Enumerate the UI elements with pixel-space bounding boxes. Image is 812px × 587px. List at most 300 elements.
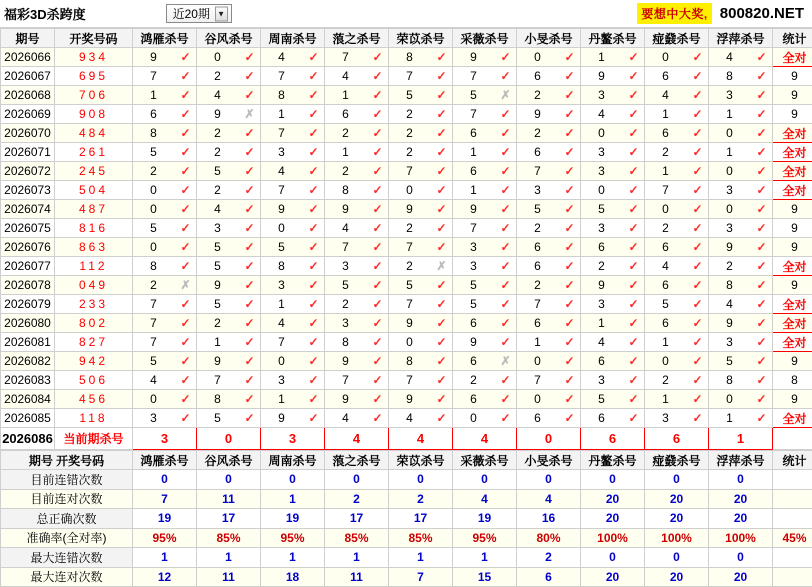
cell-kill-9 xyxy=(709,124,773,143)
cell-kill-2 xyxy=(261,67,325,86)
cell-kill-4 xyxy=(389,276,453,295)
stats-value-5: 95% xyxy=(453,528,517,548)
kill-number: 6 xyxy=(645,276,686,294)
kill-number: 2 xyxy=(325,162,366,180)
kill-number: 7 xyxy=(389,67,430,85)
check-icon: ✓ xyxy=(302,67,324,85)
kill-number: 3 xyxy=(261,371,302,389)
kill-number: 3 xyxy=(453,257,494,275)
check-icon: ✓ xyxy=(622,86,644,104)
stats-value-3: 17 xyxy=(325,509,389,529)
check-icon: ✓ xyxy=(302,48,324,66)
cell-open-code: 802 xyxy=(55,314,133,333)
cell-kill-0 xyxy=(133,333,197,352)
cell-kill-4 xyxy=(389,86,453,105)
cell-kill-0 xyxy=(133,48,197,67)
check-icon: ✓ xyxy=(558,238,580,256)
kill-number: 2 xyxy=(645,371,686,389)
cell-issue: 2026072 xyxy=(1,162,55,181)
cell-kill-3 xyxy=(325,295,389,314)
stats-value-0: 0 xyxy=(133,470,197,490)
cell-kill-9 xyxy=(709,333,773,352)
check-icon: ✓ xyxy=(750,67,772,85)
kill-number: 7 xyxy=(261,181,302,199)
check-icon: ✓ xyxy=(430,200,452,218)
check-icon: ✓ xyxy=(174,219,196,237)
cell-kill-5 xyxy=(453,105,517,124)
check-icon: ✓ xyxy=(686,181,708,199)
kill-number: 5 xyxy=(709,352,750,370)
kill-number: 0 xyxy=(709,162,750,180)
cell-total: 全对 xyxy=(773,257,812,276)
kill-number: 0 xyxy=(645,200,686,218)
check-icon: ✓ xyxy=(622,238,644,256)
cell-kill-1 xyxy=(197,238,261,257)
table-row xyxy=(1,352,812,371)
cell-kill-6 xyxy=(517,143,581,162)
stats-column-header-9: 浮萍杀号 xyxy=(709,451,773,470)
stats-table xyxy=(0,450,812,587)
check-icon: ✓ xyxy=(366,314,388,332)
cell-issue: 2026086 xyxy=(1,428,55,450)
stats-value-9: 0 xyxy=(709,548,773,568)
cell-kill-7 xyxy=(581,257,645,276)
cell-kill-2 xyxy=(261,105,325,124)
stats-value-2: 0 xyxy=(261,470,325,490)
cell-kill-3 xyxy=(325,124,389,143)
cell-kill-5 xyxy=(453,314,517,333)
cell-kill-2 xyxy=(261,390,325,409)
check-icon: ✓ xyxy=(622,352,644,370)
check-icon: ✓ xyxy=(558,67,580,85)
check-icon: ✓ xyxy=(430,390,452,408)
check-icon: ✓ xyxy=(174,162,196,180)
cell-kill-1 xyxy=(197,86,261,105)
check-icon: ✓ xyxy=(366,200,388,218)
cell-kill-3 xyxy=(325,371,389,390)
kill-number: 7 xyxy=(389,162,430,180)
cell-issue: 2026078 xyxy=(1,276,55,295)
cell-kill-3 xyxy=(325,276,389,295)
cell-kill-5 xyxy=(453,200,517,219)
kill-number: 3 xyxy=(261,276,302,294)
check-icon: ✓ xyxy=(686,48,708,66)
check-icon: ✓ xyxy=(366,124,388,142)
cell-kill-8 xyxy=(645,257,709,276)
check-icon: ✓ xyxy=(430,314,452,332)
stats-column-header-6: 小旻杀号 xyxy=(517,451,581,470)
check-icon: ✓ xyxy=(238,238,260,256)
stats-value-5: 15 xyxy=(453,567,517,587)
cell-open-code: 245 xyxy=(55,162,133,181)
column-header-0: 期号 xyxy=(1,29,55,48)
kill-number: 1 xyxy=(517,333,558,351)
cell-kill-0 xyxy=(133,295,197,314)
kill-number: 9 xyxy=(325,390,366,408)
cell-kill-2 xyxy=(261,162,325,181)
cell-kill-6 xyxy=(517,314,581,333)
kill-number: 8 xyxy=(709,371,750,389)
check-icon: ✓ xyxy=(494,314,516,332)
cell-kill-6 xyxy=(517,257,581,276)
kill-number: 3 xyxy=(197,219,238,237)
check-icon: ✓ xyxy=(558,143,580,161)
chevron-down-icon[interactable]: ▼ xyxy=(215,6,228,21)
cell-kill-3 xyxy=(325,162,389,181)
kill-number: 2 xyxy=(325,295,366,313)
kill-number: 2 xyxy=(325,124,366,142)
cell-kill-4 xyxy=(389,333,453,352)
check-icon: ✓ xyxy=(302,390,324,408)
stats-value-1: 17 xyxy=(197,509,261,529)
stats-value-4: 0 xyxy=(389,470,453,490)
cell-kill-6 xyxy=(517,181,581,200)
check-icon: ✓ xyxy=(302,371,324,389)
stats-value-7: 0 xyxy=(581,548,645,568)
kill-number: 1 xyxy=(325,143,366,161)
cell-kill-0 xyxy=(133,352,197,371)
cell-open-code: 456 xyxy=(55,390,133,409)
kill-number: 2 xyxy=(133,276,174,294)
kill-number: 8 xyxy=(389,352,430,370)
stats-value-1: 1 xyxy=(197,548,261,568)
cell-kill-7 xyxy=(581,390,645,409)
table-row xyxy=(1,333,812,352)
cell-kill-5 xyxy=(453,143,517,162)
kill-number: 1 xyxy=(645,390,686,408)
cell-kill-2 xyxy=(261,276,325,295)
check-icon: ✓ xyxy=(430,295,452,313)
cell-kill-9 xyxy=(709,257,773,276)
cell-kill-7 xyxy=(581,143,645,162)
column-header-9: 丹鳌杀号 xyxy=(581,29,645,48)
kill-number: 6 xyxy=(453,390,494,408)
check-icon: ✓ xyxy=(558,181,580,199)
cell-kill-5 xyxy=(453,162,517,181)
cell-kill-5 xyxy=(453,371,517,390)
stats-value-3: 2 xyxy=(325,489,389,509)
kill-number: 8 xyxy=(325,333,366,351)
cell-total: 全对 xyxy=(773,409,812,428)
check-icon: ✓ xyxy=(302,276,324,294)
stats-value-8: 20 xyxy=(645,489,709,509)
check-icon: ✓ xyxy=(558,390,580,408)
cell-kill-7 xyxy=(581,162,645,181)
check-icon: ✓ xyxy=(366,162,388,180)
check-icon: ✓ xyxy=(622,390,644,408)
site-domain: 800820.NET xyxy=(712,5,808,22)
cell-total: 全对 xyxy=(773,124,812,143)
check-icon: ✓ xyxy=(686,200,708,218)
kill-number: 8 xyxy=(709,67,750,85)
check-icon: ✓ xyxy=(366,219,388,237)
cell-kill-4 xyxy=(389,219,453,238)
cell-kill-9 xyxy=(709,219,773,238)
stats-value-3: 85% xyxy=(325,528,389,548)
column-header-5: 蒗之杀号 xyxy=(325,29,389,48)
kill-number: 1 xyxy=(453,181,494,199)
kill-number: 3 xyxy=(517,181,558,199)
cell-kill-5 xyxy=(453,390,517,409)
kill-number: 7 xyxy=(389,295,430,313)
cell-kill-4 xyxy=(389,124,453,143)
table-row xyxy=(1,409,812,428)
check-icon: ✓ xyxy=(238,67,260,85)
kill-number: 4 xyxy=(325,409,366,427)
kill-number: 1 xyxy=(197,333,238,351)
kill-number: 4 xyxy=(581,105,622,123)
check-icon: ✓ xyxy=(558,219,580,237)
cell-kill-1 xyxy=(197,333,261,352)
cell-kill-4 xyxy=(389,181,453,200)
cell-kill-8 xyxy=(645,390,709,409)
kill-number: 3 xyxy=(133,409,174,427)
kill-number: 6 xyxy=(133,105,174,123)
kill-number: 4 xyxy=(389,409,430,427)
kill-number: 9 xyxy=(453,200,494,218)
cross-icon: ✗ xyxy=(238,105,260,123)
check-icon: ✓ xyxy=(622,162,644,180)
check-icon: ✓ xyxy=(494,276,516,294)
kill-number: 7 xyxy=(517,295,558,313)
cell-total: 全对 xyxy=(773,295,812,314)
check-icon: ✓ xyxy=(430,162,452,180)
cell-issue: 2026081 xyxy=(1,333,55,352)
kill-number: 3 xyxy=(453,238,494,256)
kill-number: 9 xyxy=(325,352,366,370)
cell-kill-9 xyxy=(709,371,773,390)
cell-open-code: 695 xyxy=(55,67,133,86)
kill-number: 0 xyxy=(709,124,750,142)
kill-number: 6 xyxy=(581,238,622,256)
kill-number: 7 xyxy=(389,238,430,256)
cell-issue: 2026067 xyxy=(1,67,55,86)
cell-kill-8 xyxy=(645,67,709,86)
kill-number: 1 xyxy=(261,105,302,123)
stats-row xyxy=(1,548,812,568)
kill-number: 5 xyxy=(261,238,302,256)
stats-value-1: 11 xyxy=(197,489,261,509)
kill-number: 7 xyxy=(645,181,686,199)
check-icon: ✓ xyxy=(494,409,516,427)
cell-kill-0 xyxy=(133,162,197,181)
cell-kill-6 xyxy=(517,162,581,181)
cell-kill-8 xyxy=(645,409,709,428)
kill-number: 0 xyxy=(709,200,750,218)
page-title: 福彩3D杀跨度 xyxy=(4,4,86,23)
cell-kill-9 xyxy=(709,276,773,295)
check-icon: ✓ xyxy=(750,124,772,142)
kill-number: 9 xyxy=(709,314,750,332)
stats-value-8: 100% xyxy=(645,528,709,548)
stats-value-3: 1 xyxy=(325,548,389,568)
table-row xyxy=(1,257,812,276)
check-icon: ✓ xyxy=(558,200,580,218)
check-icon: ✓ xyxy=(174,333,196,351)
cell-kill-5 xyxy=(453,409,517,428)
check-icon: ✓ xyxy=(302,333,324,351)
check-icon: ✓ xyxy=(174,238,196,256)
cell-open-code: 827 xyxy=(55,333,133,352)
kill-number: 3 xyxy=(581,162,622,180)
check-icon: ✓ xyxy=(750,257,772,275)
kill-number: 7 xyxy=(325,48,366,66)
check-icon: ✓ xyxy=(750,390,772,408)
kill-number: 9 xyxy=(325,200,366,218)
cell-total xyxy=(773,428,812,450)
cell-kill-8 xyxy=(645,124,709,143)
cell-total: 全对 xyxy=(773,333,812,352)
stats-total xyxy=(773,567,812,587)
kill-number: 4 xyxy=(261,162,302,180)
kill-number: 5 xyxy=(133,219,174,237)
check-icon: ✓ xyxy=(622,48,644,66)
stats-value-4: 2 xyxy=(389,489,453,509)
cell-kill-1 xyxy=(197,162,261,181)
check-icon: ✓ xyxy=(558,409,580,427)
stats-column-header-5: 采薇杀号 xyxy=(453,451,517,470)
cell-issue: 2026070 xyxy=(1,124,55,143)
kill-number: 4 xyxy=(261,314,302,332)
check-icon: ✓ xyxy=(750,143,772,161)
column-header-10: 痖鼗杀号 xyxy=(645,29,709,48)
check-icon: ✓ xyxy=(430,333,452,351)
table-row xyxy=(1,371,812,390)
cell-kill-2 xyxy=(261,371,325,390)
cell-issue: 2026066 xyxy=(1,48,55,67)
check-icon: ✓ xyxy=(558,48,580,66)
cell-kill-6 xyxy=(517,295,581,314)
cell-kill-2 xyxy=(261,219,325,238)
cell-kill-7 xyxy=(581,409,645,428)
cell-kill-3 xyxy=(325,314,389,333)
cell-kill-9 xyxy=(709,86,773,105)
kill-number: 6 xyxy=(517,67,558,85)
cell-kill-2 xyxy=(261,124,325,143)
check-icon: ✓ xyxy=(686,162,708,180)
kill-number: 6 xyxy=(453,352,494,370)
kill-number: 6 xyxy=(517,238,558,256)
kill-number: 5 xyxy=(197,409,238,427)
cell-total: 全对 xyxy=(773,143,812,162)
cell-kill-1 xyxy=(197,390,261,409)
kill-number: 9 xyxy=(389,390,430,408)
kill-number: 2 xyxy=(709,257,750,275)
kill-number: 1 xyxy=(325,86,366,104)
check-icon: ✓ xyxy=(686,333,708,351)
cell-kill-6 xyxy=(517,219,581,238)
check-icon: ✓ xyxy=(174,67,196,85)
kill-number: 0 xyxy=(261,219,302,237)
cell-kill-3 xyxy=(325,48,389,67)
stats-row-label: 总正确次数 xyxy=(1,509,133,529)
kill-number: 4 xyxy=(325,67,366,85)
kill-number: 0 xyxy=(389,181,430,199)
kill-number: 2 xyxy=(133,162,174,180)
kill-number: 0 xyxy=(133,200,174,218)
kill-number: 2 xyxy=(389,143,430,161)
kill-number: 5 xyxy=(453,86,494,104)
check-icon: ✓ xyxy=(302,219,324,237)
cell-open-code: 112 xyxy=(55,257,133,276)
kill-number: 9 xyxy=(389,314,430,332)
check-icon: ✓ xyxy=(686,390,708,408)
check-icon: ✓ xyxy=(686,105,708,123)
stats-value-1: 85% xyxy=(197,528,261,548)
cell-kill-1 xyxy=(197,409,261,428)
cell-kill-8 xyxy=(645,238,709,257)
stats-column-header-3: 蒗之杀号 xyxy=(325,451,389,470)
stats-value-5: 4 xyxy=(453,489,517,509)
cell-kill-4 xyxy=(389,314,453,333)
cell-kill-4 xyxy=(389,48,453,67)
kill-number: 3 xyxy=(709,219,750,237)
stats-row xyxy=(1,470,812,490)
check-icon: ✓ xyxy=(430,67,452,85)
cell-kill-2 xyxy=(261,143,325,162)
kill-number: 9 xyxy=(453,333,494,351)
current-kill-0: 3 xyxy=(133,428,197,450)
table-row xyxy=(1,276,812,295)
check-icon: ✓ xyxy=(558,333,580,351)
stats-value-7: 20 xyxy=(581,489,645,509)
cross-icon: ✗ xyxy=(494,86,516,104)
kill-number: 3 xyxy=(709,181,750,199)
check-icon: ✓ xyxy=(302,314,324,332)
check-icon: ✓ xyxy=(238,409,260,427)
check-icon: ✓ xyxy=(238,181,260,199)
check-icon: ✓ xyxy=(750,181,772,199)
cell-issue: 2026071 xyxy=(1,143,55,162)
stats-value-9: 20 xyxy=(709,509,773,529)
cell-kill-3 xyxy=(325,143,389,162)
cell-kill-9 xyxy=(709,105,773,124)
stats-value-7: 100% xyxy=(581,528,645,548)
stats-row-label: 目前连对次数 xyxy=(1,489,133,509)
column-header-7: 采薇杀号 xyxy=(453,29,517,48)
cell-kill-4 xyxy=(389,390,453,409)
check-icon: ✓ xyxy=(686,295,708,313)
kill-number: 1 xyxy=(133,86,174,104)
kill-number: 5 xyxy=(133,352,174,370)
check-icon: ✓ xyxy=(558,162,580,180)
cell-kill-4 xyxy=(389,352,453,371)
check-icon: ✓ xyxy=(686,238,708,256)
stats-value-2: 18 xyxy=(261,567,325,587)
stats-row-label: 目前连错次数 xyxy=(1,470,133,490)
check-icon: ✓ xyxy=(302,124,324,142)
kill-number: 5 xyxy=(581,390,622,408)
kill-number: 9 xyxy=(517,105,558,123)
check-icon: ✓ xyxy=(238,48,260,66)
kill-number: 3 xyxy=(325,314,366,332)
kill-number: 1 xyxy=(261,295,302,313)
kill-number: 7 xyxy=(133,67,174,85)
check-icon: ✓ xyxy=(366,276,388,294)
cell-kill-2 xyxy=(261,295,325,314)
check-icon: ✓ xyxy=(366,333,388,351)
cell-kill-7 xyxy=(581,181,645,200)
kill-number: 0 xyxy=(261,352,302,370)
current-kill-4: 4 xyxy=(389,428,453,450)
check-icon: ✓ xyxy=(366,48,388,66)
cell-issue: 2026085 xyxy=(1,409,55,428)
check-icon: ✓ xyxy=(302,105,324,123)
cell-kill-7 xyxy=(581,124,645,143)
kill-number: 3 xyxy=(581,371,622,389)
period-select[interactable] xyxy=(166,4,232,23)
kill-number: 7 xyxy=(325,238,366,256)
